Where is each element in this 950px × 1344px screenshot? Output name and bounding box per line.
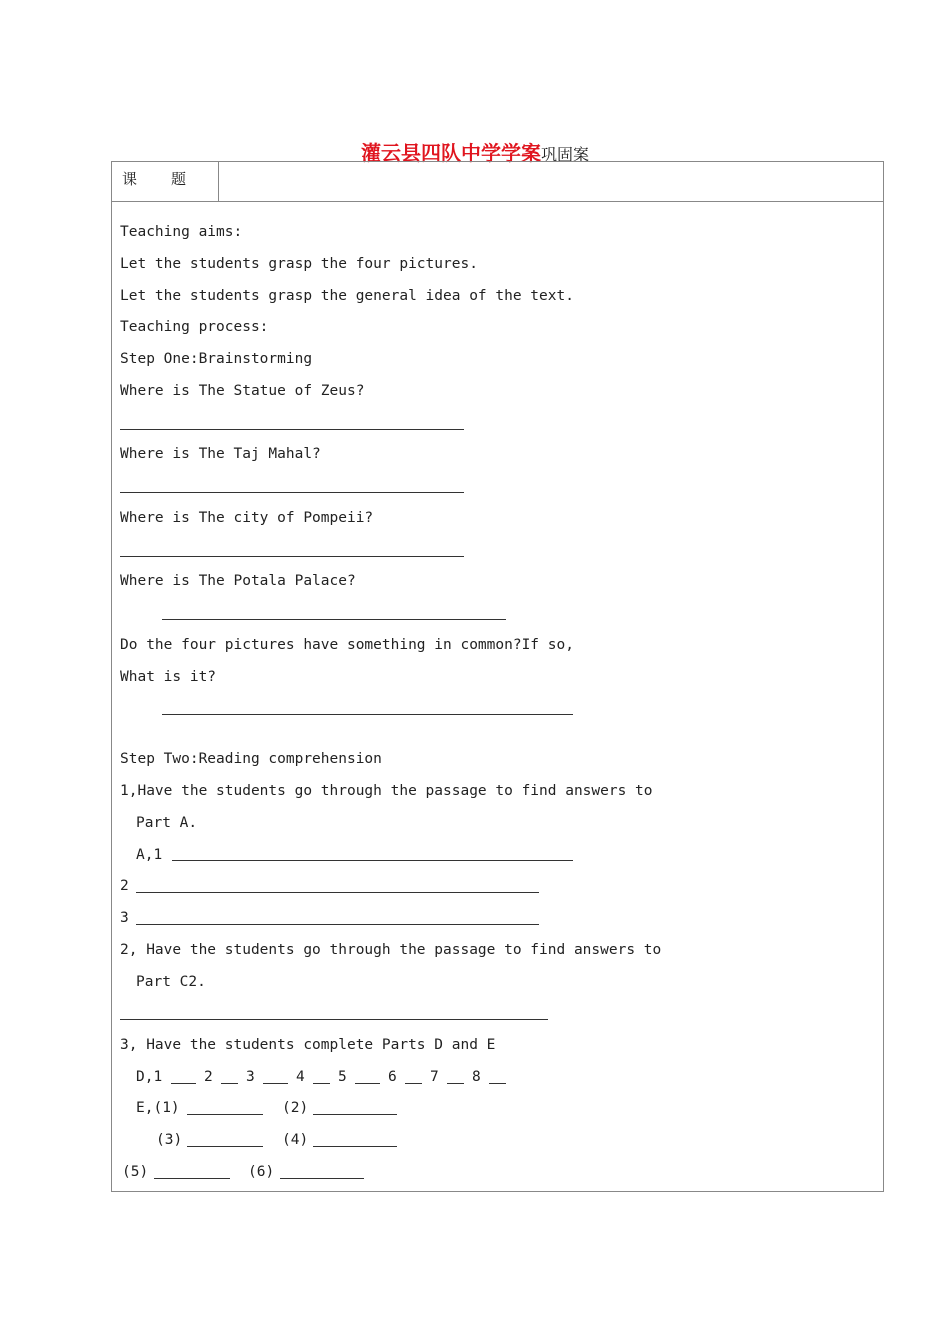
d1-blank[interactable] <box>171 1083 196 1084</box>
subject-label-1: 课 <box>122 170 138 188</box>
subject-row <box>112 162 883 202</box>
question-5b: What is it? <box>120 669 217 685</box>
answer-c2-line[interactable] <box>120 1019 548 1020</box>
e6-blank[interactable] <box>280 1178 364 1179</box>
step-two-heading: Step Two:Reading comprehension <box>120 751 382 767</box>
d4-blank[interactable] <box>313 1083 330 1084</box>
subject-label-2: 题 <box>171 170 187 188</box>
e4-label: (4) <box>282 1132 309 1148</box>
aim-1: Let the students grasp the four pictures. <box>120 256 478 272</box>
d7-label: 7 <box>430 1069 439 1085</box>
subject-value-cell[interactable] <box>219 162 883 201</box>
answer-a2-line[interactable] <box>136 892 539 893</box>
e1-label: E,(1) <box>136 1100 180 1116</box>
d2-label: 2 <box>204 1069 213 1085</box>
d3-blank[interactable] <box>263 1083 288 1084</box>
d-label: D,1 <box>136 1069 163 1085</box>
answer-a3-label: 3 <box>120 910 129 926</box>
d2-blank[interactable] <box>221 1083 238 1084</box>
task-2a: 2, Have the students go through the passage to find answers to <box>120 942 662 958</box>
process-heading: Teaching process: <box>120 319 269 335</box>
question-1: Where is The Statue of Zeus? <box>120 383 365 399</box>
e1-blank[interactable] <box>187 1114 263 1115</box>
step-one-heading: Step One:Brainstorming <box>120 351 313 367</box>
e3-blank[interactable] <box>187 1146 263 1147</box>
d3-label: 3 <box>246 1069 255 1085</box>
d6-blank[interactable] <box>405 1083 422 1084</box>
task-1a: 1,Have the students go through the passage to find answers to <box>120 783 653 799</box>
answer-a1-label: A,1 <box>136 847 163 863</box>
answer-line-2[interactable] <box>120 492 464 493</box>
answer-a1-line[interactable] <box>172 860 573 861</box>
answer-line-3[interactable] <box>120 556 464 557</box>
d4-label: 4 <box>296 1069 305 1085</box>
answer-line-1[interactable] <box>120 429 464 430</box>
question-4: Where is The Potala Palace? <box>120 573 356 589</box>
task-3: 3, Have the students complete Parts D and E <box>120 1037 496 1053</box>
e2-label: (2) <box>282 1100 309 1116</box>
answer-line-4[interactable] <box>162 619 506 620</box>
aims-heading: Teaching aims: <box>120 224 243 240</box>
answer-line-5[interactable] <box>162 714 573 715</box>
subject-label-cell <box>112 162 219 201</box>
e6-label: (6) <box>248 1164 275 1180</box>
school-name: 灌云县四队中学学案 <box>360 141 541 165</box>
question-5a: Do the four pictures have something in common?If so, <box>120 637 574 653</box>
doc-type: 巩固案 <box>540 145 589 164</box>
d5-label: 5 <box>338 1069 347 1085</box>
d8-label: 8 <box>472 1069 481 1085</box>
answer-a2-label: 2 <box>120 878 129 894</box>
d6-label: 6 <box>388 1069 397 1085</box>
d7-blank[interactable] <box>447 1083 464 1084</box>
question-2: Where is The Taj Mahal? <box>120 446 321 462</box>
e4-blank[interactable] <box>313 1146 397 1147</box>
aim-2: Let the students grasp the general idea of the text. <box>120 288 574 304</box>
d5-blank[interactable] <box>355 1083 380 1084</box>
e3-label: (3) <box>156 1132 183 1148</box>
question-3: Where is The city of Pompeii? <box>120 510 374 526</box>
d8-blank[interactable] <box>489 1083 506 1084</box>
task-1b: Part A. <box>136 815 198 831</box>
task-2b: Part C2. <box>136 974 206 990</box>
e5-label: (5) <box>122 1164 149 1180</box>
e2-blank[interactable] <box>313 1114 397 1115</box>
e5-blank[interactable] <box>154 1178 230 1179</box>
answer-a3-line[interactable] <box>136 924 539 925</box>
